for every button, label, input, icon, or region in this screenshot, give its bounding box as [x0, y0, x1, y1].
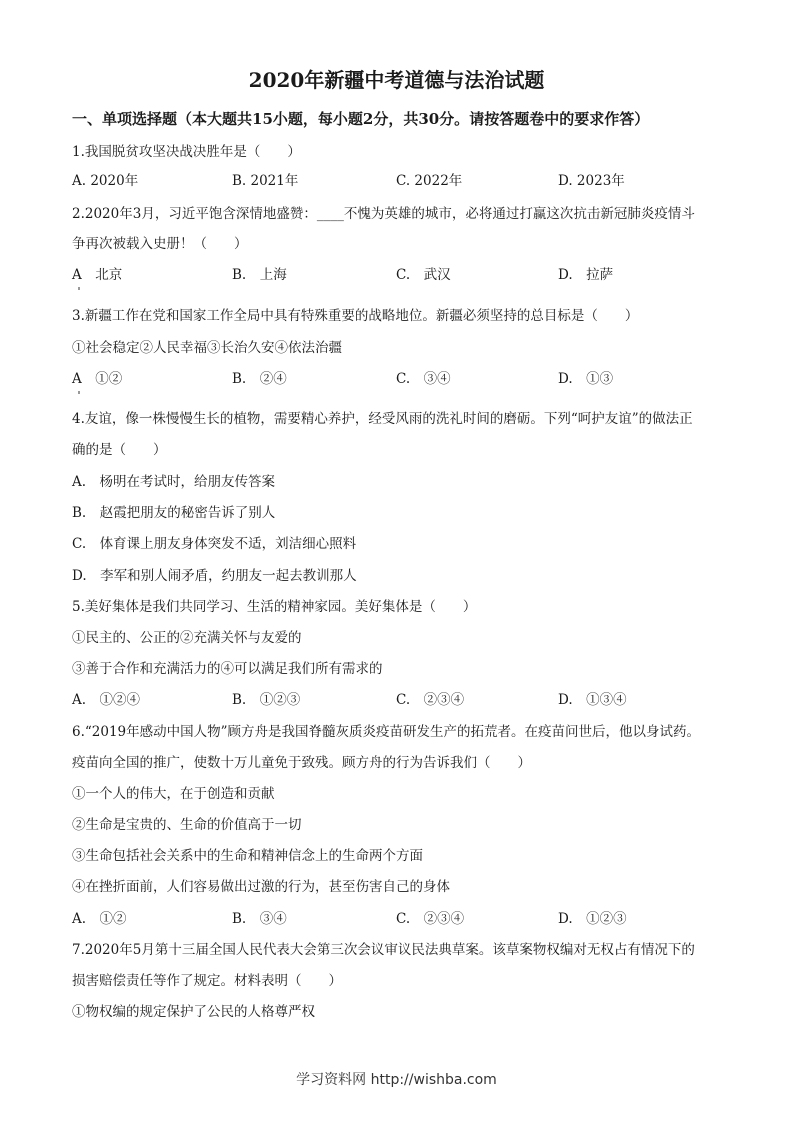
option-a: A. ①② [72, 911, 127, 927]
option-a: A 北京 [72, 267, 123, 283]
section-heading: 一、单项选择题（本大题共15小题，每小题2分，共30分。请按答题卷中的要求作答） [72, 110, 650, 128]
option-b: B. ②④ [232, 371, 287, 387]
question-7-stem: 7.2020年5月第十三届全国人民代表大会第三次会议审议民法典草案。该草案物权编对无权占有情况下的 [72, 942, 695, 958]
question-5-statements-1: ①民主的、公正的②充满关怀与友爱的 [72, 630, 302, 646]
option-d: D. ①③ [558, 371, 614, 387]
option-a: A. ①②④ [72, 692, 141, 708]
question-6-statement-4: ④在挫折面前，人们容易做出过激的行为，甚至伤害自己的身体 [72, 879, 450, 895]
question-7-statement-1: ①物权编的规定保护了公民的人格尊严权 [72, 1004, 315, 1020]
question-4-stem: 4.友谊，像一株慢慢生长的植物，需要精心养护，经受风雨的洗礼时间的磨砺。下列“呵护友谊”的做法正 [72, 411, 693, 427]
option-c: C. ③④ [396, 371, 451, 387]
option-b: B. ③④ [232, 911, 287, 927]
option-c: C. ②③④ [396, 911, 465, 927]
page-title: 2020年新疆中考道德与法治试题 [248, 68, 545, 92]
question-3-statements: ①社会稳定②人民幸福③长治久安④依法治疆 [72, 340, 342, 356]
option-a: A. 2020年 [72, 173, 139, 189]
question-7-stem-cont: 损害赔偿责任等作了规定。材料表明（ ） [72, 973, 342, 989]
question-4-stem-cont: 确的是（ ） [72, 442, 167, 458]
question-2-stem: 2.2020年3月，习近平饱含深情地盛赞：____不愧为英雄的城市，必将通过打赢这次抗击新冠肺炎疫情斗 [72, 206, 695, 222]
option-c: C. ②③④ [396, 692, 465, 708]
option-d: D. 拉萨 [558, 267, 614, 283]
question-3-stem: 3.新疆工作在党和国家工作全局中具有特殊重要的战略地位。新疆必须坚持的总目标是（ ） [72, 308, 639, 324]
option-c: C. 武汉 [396, 267, 451, 283]
question-4-option-b: B. 赵霞把朋友的秘密告诉了别人 [72, 505, 276, 521]
question-4-option-a: A. 杨明在考试时，给朋友传答案 [72, 474, 276, 490]
option-d: D. ①③④ [558, 692, 627, 708]
question-5-statements-2: ③善于合作和充满活力的④可以满足我们所有需求的 [72, 661, 383, 677]
question-6-stem-cont: 疫苗向全国的推广，使数十万儿童免于致残。顾方舟的行为告诉我们（ ） [72, 755, 531, 771]
option-a: A ①② [72, 371, 123, 387]
option-b: B. ①②③ [232, 692, 301, 708]
scan-mark [78, 391, 80, 394]
option-d: D. ①②③ [558, 911, 627, 927]
question-5-stem: 5.美好集体是我们共同学习、生活的精神家园。美好集体是（ ） [72, 599, 477, 615]
option-b: B. 上海 [232, 267, 287, 283]
question-1-stem: 1.我国脱贫攻坚决战决胜年是（ ） [72, 144, 301, 160]
option-b: B. 2021年 [232, 173, 299, 189]
question-2-stem-cont: 争再次被载入史册！（ ） [72, 236, 248, 252]
option-c: C. 2022年 [396, 173, 463, 189]
option-d: D. 2023年 [558, 173, 625, 189]
question-6-statement-3: ③生命包括社会关系中的生命和精神信念上的生命两个方面 [72, 848, 423, 864]
question-4-option-d: D. 李军和别人闹矛盾，约朋友一起去教训那人 [72, 568, 357, 584]
question-6-statement-2: ②生命是宝贵的、生命的价值高于一切 [72, 817, 302, 833]
question-6-stem: 6.“2019年感动中国人物”顾方舟是我国脊髓灰质炎疫苗研发生产的拓荒者。在疫苗问世后，他以身试药。 [72, 724, 701, 740]
question-6-statement-1: ①一个人的伟大，在于创造和贡献 [72, 786, 275, 802]
question-4-option-c: C. 体育课上朋友身体突发不适，刘洁细心照料 [72, 536, 357, 552]
scan-mark [78, 287, 80, 290]
footer-watermark: 学习资料网 http://wishba.com [296, 1072, 497, 1088]
